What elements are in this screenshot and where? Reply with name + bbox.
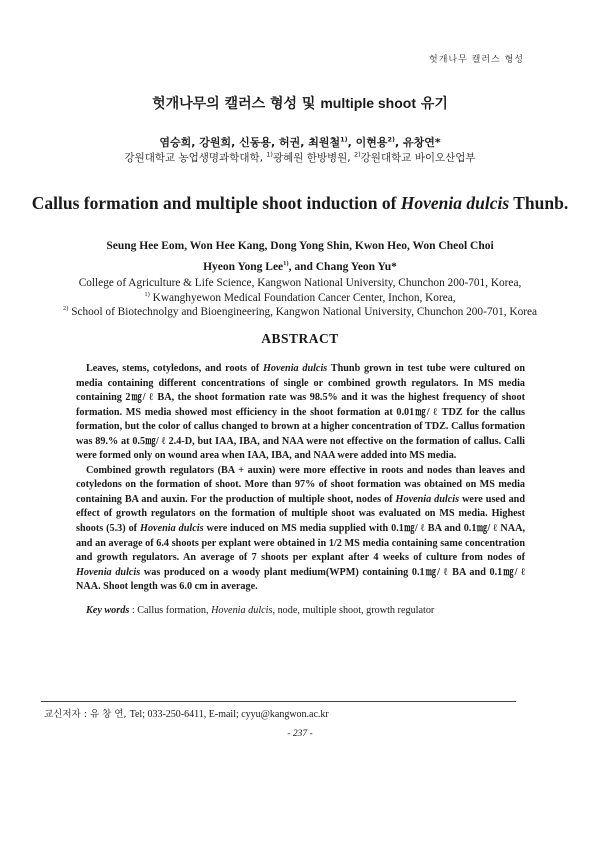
english-title	[0, 193, 600, 214]
corresponding-label: 교신저자 : 유 창 연,	[44, 709, 130, 720]
keywords-rest: , node, multiple shoot, growth regulator	[272, 605, 435, 616]
english-title-part2: Thunb.	[509, 193, 569, 213]
abstract-p1-text-a: Leaves, stems, cotyledons, and roots of	[86, 363, 263, 374]
english-affil3-sup: 2)	[62, 305, 69, 313]
abstract-p1-species: Hovenia dulcis	[262, 363, 328, 374]
english-author-yu: , and Chang Yeon Yu*	[288, 261, 397, 273]
english-affil3-text: School of Biotechnolgy and Bioengineering, Kangwon National University, Chunchon 200-701, Korea	[68, 306, 538, 318]
korean-affiliation	[0, 150, 600, 165]
abstract-paragraph-2	[76, 464, 525, 595]
korean-authors-sup2: 2)	[387, 135, 396, 144]
footnote-divider	[41, 701, 516, 702]
korean-affil-sup1: 1)	[266, 150, 273, 159]
abstract-p2-text-c: were induced on MS media supplied with 0.1㎎/ ℓ BA and 0.1㎎/ ℓ NAA, and an average of 6.4 shoots per explant were obtained in 1/2 MS media containing same concentration and growth regulators. An average of 7 shoots per explant after 4 weeks of culture from nodes of	[76, 523, 525, 564]
abstract-body	[76, 362, 525, 595]
keywords-label: Key words	[86, 605, 130, 616]
korean-affil-main: 강원대학교 농업생명과학대학,	[124, 152, 267, 164]
corresponding-contact: Tel; 033-250-6411, E-mail; cyyu@kangwon.ac.kr	[129, 709, 329, 720]
korean-title-part1: 헛개나무의 캘러스 형성 및	[152, 96, 321, 112]
korean-title	[0, 93, 600, 113]
english-title-species: Hovenia dulcis	[400, 193, 510, 213]
korean-affil-hospital: 광혜원 한방병원,	[272, 152, 354, 164]
abstract-p2-species-2: Hovenia dulcis	[140, 523, 204, 535]
korean-authors	[0, 134, 600, 150]
english-authors-line2	[0, 261, 600, 273]
corresponding-author	[44, 706, 329, 720]
korean-author-yu: , 유창연*	[395, 136, 441, 149]
abstract-p2-species-1: Hovenia dulcis	[395, 493, 460, 505]
keywords	[86, 604, 526, 618]
english-author-lee: Hyeon Yong Lee	[203, 261, 284, 273]
running-head: 헛개나무 캘러스 형성	[429, 55, 524, 65]
abstract-p2-species-3: Hovenia dulcis	[76, 566, 141, 578]
abstract-p1-text-b: Thunb grown in test tube were cultured on media containing different concentrations of single or combined growth regulators. In MS media containing 2㎎/ ℓ BA, the shoot formation rate was 98.5% and it was the highest frequency of shoot formation. MS media showed most efficiency in the shoot formation at 0.01㎎/ ℓ TDZ for the callus formation, but the color of callus changed to brown at a higher concentration of TDZ. Callus formation was 89.% at 0.5㎎/ ℓ 2.4-D, but IAA, IBA, and NAA were not effective on the formation of callus. Calli were formed only on wound area when IAA, IBA, and NAA were added into MS media.	[76, 363, 526, 462]
abstract-p2-text-b: were used and effect of growth regulators on the formation of multiple shoot was evaluated on MS media. Highest shoots (5.3) of	[76, 493, 526, 535]
english-title-part1: Callus formation and multiple shoot induction of	[31, 193, 401, 213]
korean-title-part3: 유기	[416, 96, 448, 112]
korean-affil-sup2: 2)	[353, 150, 361, 159]
korean-title-part2: multiple shoot	[320, 95, 416, 111]
abstract-p2-text-d: was produced on a woody plant medium(WPM) containing 0.1㎎/ ℓ BA and 0.1㎎/ ℓ NAA. Shoot length was 6.0 cm in average.	[76, 566, 526, 593]
english-affiliation-3	[0, 306, 600, 318]
korean-author-lee: , 이현용	[347, 136, 388, 149]
abstract-paragraph-1	[76, 362, 525, 464]
english-affil2-text: Kwanghyewon Medical Foundation Cancer Center, Inchon, Korea,	[149, 292, 456, 304]
abstract-heading: ABSTRACT	[261, 331, 339, 346]
korean-authors-sup1: 1)	[340, 135, 348, 144]
keywords-sep: : Callus formation,	[129, 605, 212, 616]
english-author-lee-sup: 1)	[283, 260, 289, 268]
english-affiliation-2	[0, 292, 600, 304]
abstract-p2-text-a: Combined growth regulators (BA + auxin) were more effective in roots and nodes than leaves and cotyledons on the formation of shoot. More than 97% of shoot formation was obtained on MS media containing BA and auxin. For the production of multiple shoot, nodes of	[76, 464, 525, 505]
keywords-species: Hovenia dulcis	[211, 605, 273, 616]
page-number: - 237 -	[287, 729, 313, 739]
korean-authors-main: 염승희, 강원희, 신동용, 허권, 최원철	[159, 136, 341, 149]
english-affil2-sup: 1)	[144, 291, 150, 299]
korean-affil-dept: 강원대학교 바이오산업부	[360, 152, 476, 164]
english-affiliation-1: College of Agriculture & Life Science, Kangwon National University, Chunchon 200-701, Korea,	[78, 277, 522, 289]
english-authors-line1: Seung Hee Eom, Won Hee Kang, Dong Yong Shin, Kwon Heo, Won Cheol Choi	[106, 240, 494, 252]
